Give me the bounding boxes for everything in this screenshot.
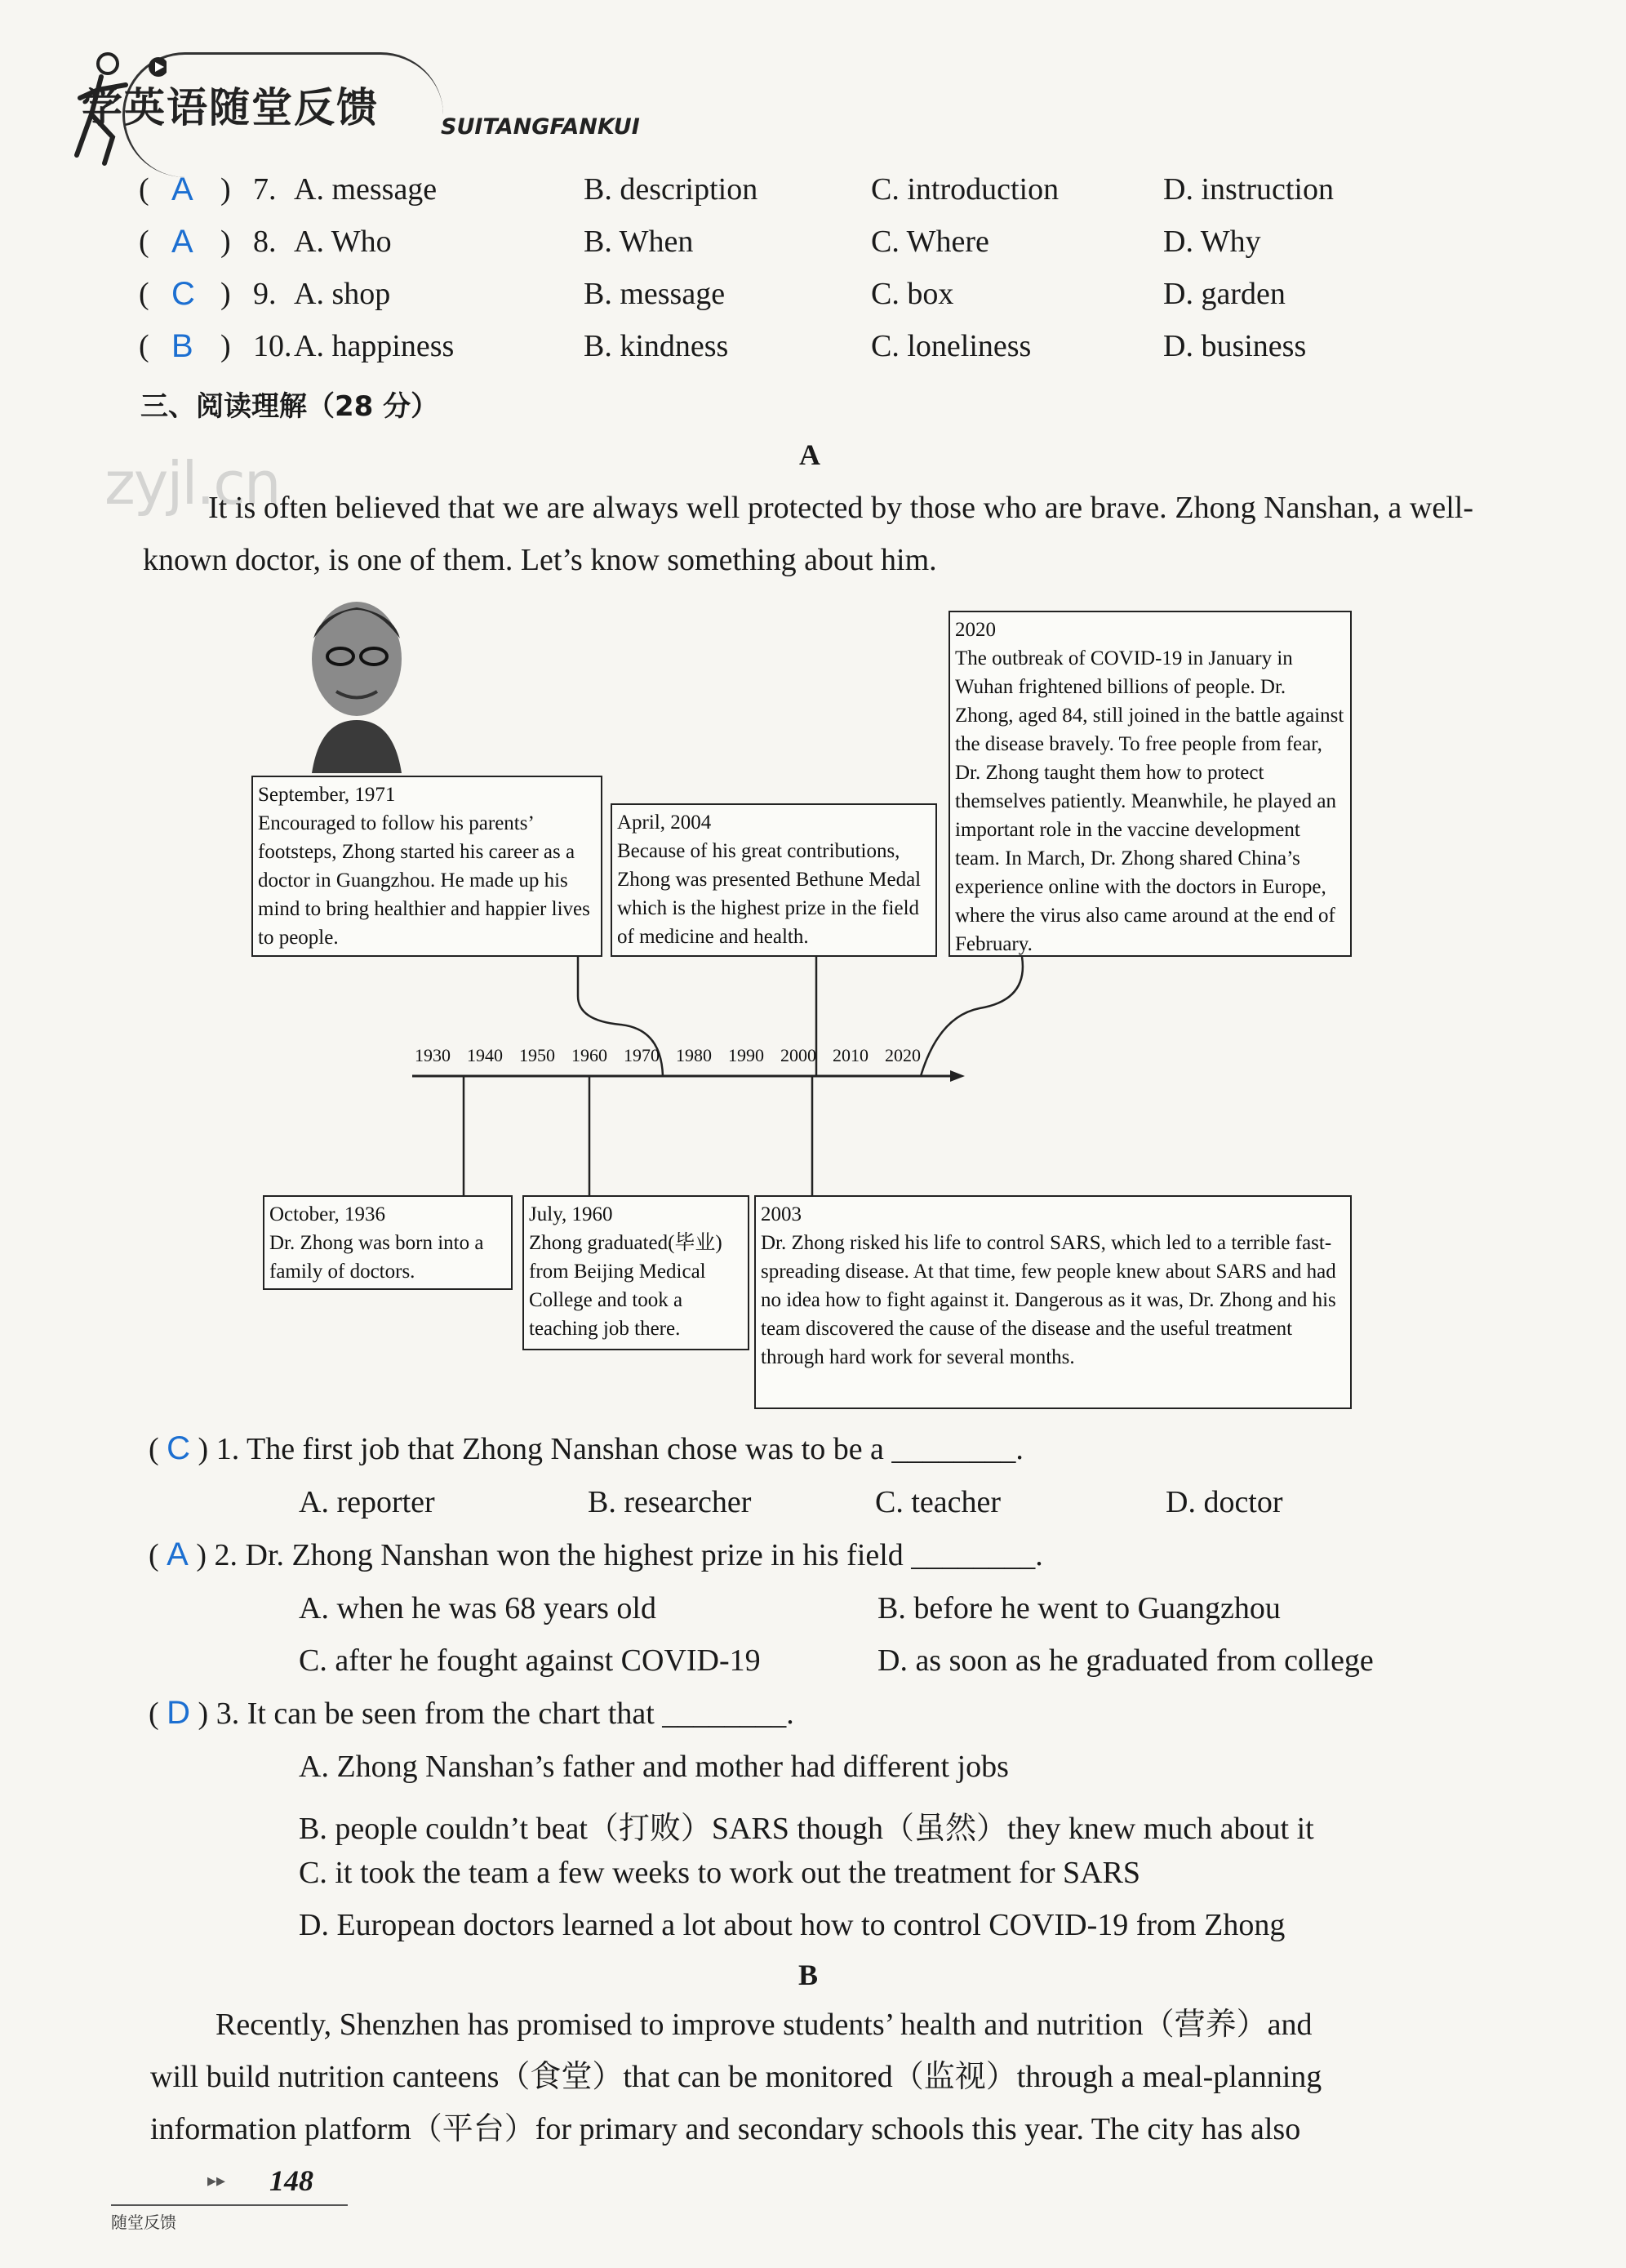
- answer-mark: C: [171, 276, 195, 312]
- tick-2020: 2020: [885, 1045, 921, 1065]
- q2-option-b: B. before he went to Guangzhou: [877, 1591, 1281, 1625]
- answer-mark: A: [167, 1536, 189, 1572]
- q1-option-b: B. researcher: [588, 1485, 752, 1519]
- passage-b-line-3: information platform（平台）for primary and secondary schools this year. The city has also: [150, 2112, 1301, 2146]
- tick-1980: 1980: [676, 1045, 712, 1065]
- page-number: 148: [269, 2164, 313, 2197]
- timeline-event-1971: September, 1971 Encouraged to follow his parents’ footsteps, Zhong started his career as a doctor in Guangzhou. He made up his mind to bring healthier and happier lives to people.: [251, 776, 602, 957]
- q3-option-d: D. European doctors learned a lot about how to control COVID-19 from Zhong: [299, 1908, 1286, 1942]
- answer-mark: A: [171, 171, 193, 207]
- q2-option-a: A. when he was 68 years old: [299, 1591, 656, 1625]
- tick-1970: 1970: [624, 1045, 660, 1065]
- q1-option-d: D. doctor: [1166, 1485, 1283, 1519]
- q1-option-c: C. teacher: [875, 1485, 1002, 1519]
- tick-2000: 2000: [780, 1045, 816, 1065]
- tick-1950: 1950: [519, 1045, 555, 1065]
- q3-option-c: C. it took the team a few weeks to work out the treatment for SARS: [299, 1856, 1141, 1890]
- passage-b-line-1: Recently, Shenzhen has promised to improve students’ health and nutrition（营养）and: [215, 2008, 1313, 2042]
- q3-option-b: B. people couldn’t beat（打败）SARS though（虽然）they knew much about it: [299, 1812, 1314, 1846]
- question-1: ( C ) 1. The first job that Zhong Nanshan chose was to be a ________.: [149, 1430, 1024, 1466]
- question-2: ( A ) 2. Dr. Zhong Nanshan won the highest prize in his field ________.: [149, 1536, 1043, 1572]
- passage-a-intro: It is often believed that we are always well protected by those who are brave. Zhong Nanshan, a well-known doctor, is one of them. Let’s know something about him.: [143, 491, 1473, 577]
- passage-b-line-2: will build nutrition canteens（食堂）that can be monitored（监视）through a meal-planning: [150, 2060, 1322, 2094]
- tick-2010: 2010: [833, 1045, 869, 1065]
- passage-a-letter: A: [799, 438, 820, 471]
- footer-label: 随堂反馈: [111, 2204, 348, 2233]
- answer-mark: B: [171, 328, 193, 364]
- brand-title: 学英语随堂反馈: [82, 84, 379, 131]
- timeline-event-2020: 2020 The outbreak of COVID-19 in January in Wuhan frightened billions of people. Dr. Zhong, aged 84, still joined in the battle against the disease bravely. To free people from fear, Dr. Zhong taught them how to protect themselves patiently. Meanwhile, he played an important role in the vaccine development team. In March, Dr. Zhong shared China’s experience online with the doctors in Europe, where the virus also came around at the end of February.: [948, 611, 1352, 957]
- watermark: zyjl.cn: [104, 449, 280, 518]
- section-title: 三、阅读理解（28 分）: [140, 390, 439, 423]
- tick-1990: 1990: [728, 1045, 764, 1065]
- q1-option-a: A. reporter: [299, 1485, 435, 1519]
- q2-option-c: C. after he fought against COVID-19: [299, 1643, 761, 1678]
- timeline-event-1960: July, 1960 Zhong graduated(毕业) from Beijing Medical College and took a teaching job there.: [522, 1195, 749, 1350]
- tick-1930: 1930: [415, 1045, 451, 1065]
- timeline-event-2003: 2003 Dr. Zhong risked his life to control SARS, which led to a terrible fast-spreading disease. At that time, few people knew about SARS and had no idea how to fight against it. Dangerous as it was, Dr. Zhong and his team discovered the cause of the disease and the useful treatment through hard work for several months.: [754, 1195, 1352, 1409]
- tick-1940: 1940: [467, 1045, 503, 1065]
- page-arrow-icon: ▸▸: [207, 2170, 226, 2190]
- brand-subtitle: SUITANGFANKUI: [441, 114, 640, 140]
- timeline-event-2004: April, 2004 Because of his great contributions, Zhong was presented Bethune Medal which is the highest prize in the field of medicine and health.: [611, 803, 937, 957]
- answer-mark: C: [167, 1430, 191, 1466]
- answer-mark: A: [171, 224, 193, 260]
- passage-b-letter: B: [797, 1959, 818, 1991]
- q3-option-a: A. Zhong Nanshan’s father and mother had different jobs: [299, 1750, 1009, 1784]
- timeline-event-1936: October, 1936 Dr. Zhong was born into a family of doctors.: [263, 1195, 513, 1290]
- q2-option-d: D. as soon as he graduated from college: [877, 1643, 1374, 1678]
- answer-mark: D: [167, 1695, 191, 1731]
- tick-1960: 1960: [571, 1045, 607, 1065]
- question-3: ( D ) 3. It can be seen from the chart that ________.: [149, 1695, 794, 1731]
